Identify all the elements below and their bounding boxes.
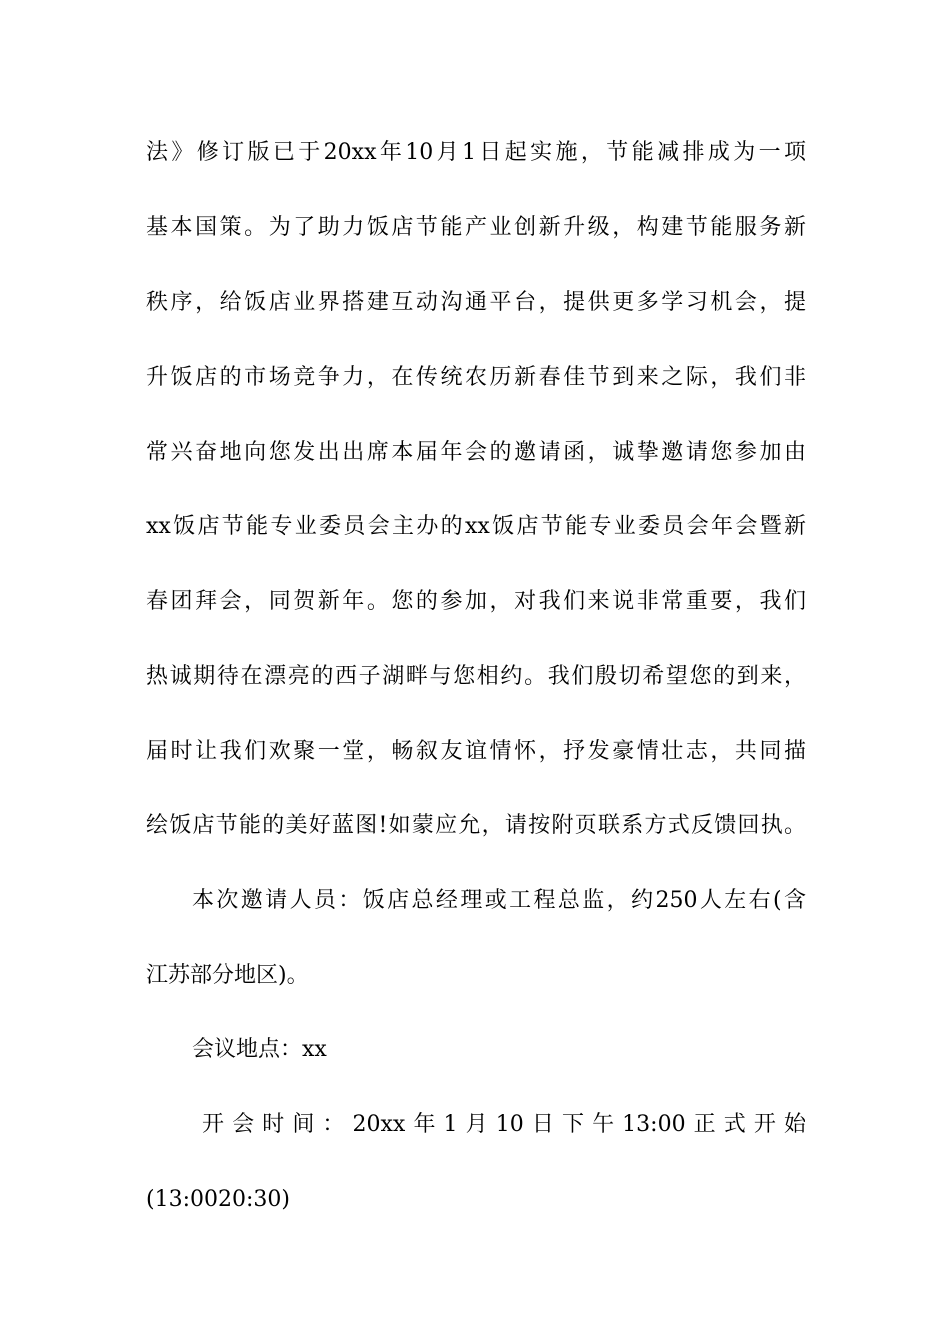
venue-line: 会议地点：xx <box>192 1037 327 1062</box>
paragraph-line: 届时让我们欢聚一堂，畅叙友谊情怀，抒发豪情壮志，共同描 <box>146 739 806 764</box>
paragraph-line: 升饭店的市场竞争力，在传统农历新春佳节到来之际，我们非 <box>146 365 806 390</box>
paragraph-line: xx饭店节能专业委员会主办的xx饭店节能专业委员会年会暨新 <box>146 514 806 539</box>
paragraph-line: 常兴奋地向您发出出席本届年会的邀请函，诚挚邀请您参加由 <box>146 440 806 465</box>
invitees-line-continued: 江苏部分地区)。 <box>146 963 309 988</box>
invitees-line: 本次邀请人员：饭店总经理或工程总监，约250人左右(含 <box>192 888 806 913</box>
time-line: 开会时间：20xx年1月10日下午13:00正式开始 <box>202 1112 806 1137</box>
paragraph-line: 秩序，给饭店业界搭建互动沟通平台，提供更多学习机会，提 <box>146 290 806 315</box>
paragraph-line: 法》修订版已于20xx年10月1日起实施，节能减排成为一项 <box>146 140 806 165</box>
time-line-continued: (13:0020:30) <box>146 1187 290 1212</box>
paragraph-line: 基本国策。为了助力饭店节能产业创新升级，构建节能服务新 <box>146 215 806 240</box>
paragraph-line: 热诚期待在漂亮的西子湖畔与您相约。我们殷切希望您的到来， <box>146 664 806 689</box>
paragraph-line: 春团拜会，同贺新年。您的参加，对我们来说非常重要，我们 <box>146 589 806 614</box>
paragraph-line: 绘饭店节能的美好蓝图!如蒙应允，请按附页联系方式反馈回执。 <box>146 813 806 838</box>
